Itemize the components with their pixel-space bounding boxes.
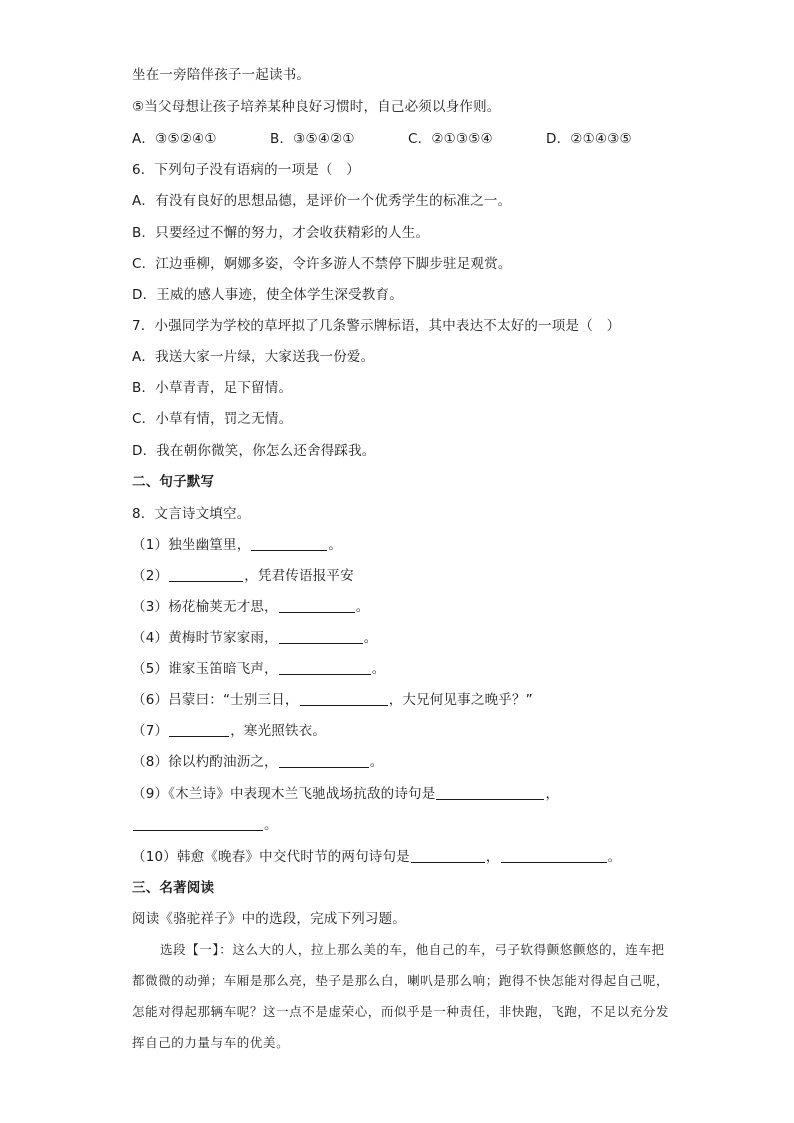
- item-text: （8）徐以杓酌油沥之，: [132, 754, 278, 770]
- item-text: ，: [545, 786, 560, 802]
- q6-option-b: B．只要经过不懈的努力，才会收获精彩的人生。: [132, 225, 430, 241]
- item-text: 。: [264, 817, 278, 833]
- fill-item-3: [132, 598, 370, 616]
- q7-option-b: B．小草青青，足下留情。: [132, 380, 293, 396]
- item-text: （7）: [132, 723, 169, 739]
- answer-blank[interactable]: [279, 754, 369, 768]
- q5-option-b: B．③⑤④②①: [270, 131, 355, 147]
- answer-blank[interactable]: [169, 723, 229, 737]
- excerpt-passage: 选段【一】：这么大的人，拉上那么美的车，他自己的车，弓子软得颤悠颤悠的，连车把都微微的动弹；车厢是那么亮，垫子是那么白，喇叭是那么响；跑得不快怎能对得起自己呢，怎能对得起那辆车呢？这一点不是虚荣心，而似乎是一种责任，非快跑，飞跑，不足以充分发挥自己的力量与车的优美。: [132, 942, 670, 1050]
- answer-blank[interactable]: [169, 568, 243, 582]
- item-text: （2）: [132, 568, 169, 584]
- q5-option-c: C．②①③⑤④: [408, 131, 493, 147]
- text-line: 坐在一旁陪伴孩子一起读书。: [132, 67, 311, 83]
- q6-stem: 6．下列句子没有语病的一项是（ ）: [132, 162, 360, 178]
- fill-item-4: [132, 629, 378, 647]
- fill-item-1: [132, 536, 342, 554]
- fill-item-8: [132, 753, 384, 771]
- item-text: 。: [355, 599, 370, 615]
- fill-item-5: [132, 660, 386, 678]
- fill-item-7: [132, 722, 326, 740]
- answer-blank[interactable]: [279, 630, 363, 644]
- item-text: （4）黄梅时节家家雨，: [132, 630, 278, 646]
- item-text: 。: [371, 661, 386, 677]
- answer-blank[interactable]: [300, 692, 388, 706]
- item-text: （1）独坐幽篁里，: [132, 537, 251, 553]
- item-text: ，凭君传语报平安: [244, 568, 354, 584]
- q6-option-a: A．有没有良好的思想品德，是评价一个优秀学生的标准之一。: [132, 193, 512, 209]
- answer-blank[interactable]: [251, 537, 327, 551]
- fill-item-6: [132, 691, 533, 709]
- item-text: ，寒光照铁衣。: [230, 723, 327, 739]
- item-text: ，大兄何见事之晚乎？”: [388, 692, 533, 708]
- item-text: 。: [363, 630, 378, 646]
- q5-option-d: D．②①④③⑤: [546, 131, 632, 147]
- q7-stem: 7．小强同学为学校的草坪拟了几条警示牌标语，其中表达不太好的一项是（ ）: [132, 318, 621, 334]
- section-heading: 二、句子默写: [132, 474, 215, 490]
- q5-option-a: A．③⑤②④①: [132, 131, 217, 147]
- answer-blank[interactable]: [133, 817, 263, 831]
- q5-options: [132, 130, 684, 148]
- item-text: 。: [607, 849, 622, 865]
- item-text: （3）杨花榆荚无才思，: [132, 599, 278, 615]
- reading-instruction: 阅读《骆驼祥子》中的选段，完成下列习题。: [132, 911, 406, 927]
- answer-blank[interactable]: [279, 599, 355, 613]
- fill-item-9-cont: [132, 816, 278, 834]
- q6-option-c: C．江边垂柳，婀娜多姿，令许多游人不禁停下脚步驻足观赏。: [132, 256, 512, 272]
- item-text: 。: [369, 754, 384, 770]
- q7-option-c: C．小草有情，罚之无情。: [132, 411, 293, 427]
- item-text: （9）《木兰诗》中表现木兰飞驰战场抗敌的诗句是: [132, 786, 436, 802]
- item-text: 。: [328, 537, 343, 553]
- fill-item-2: [132, 567, 354, 585]
- answer-blank[interactable]: [279, 661, 371, 675]
- section-heading: 三、名著阅读: [132, 880, 215, 896]
- q7-option-d: D．我在朝你微笑，你怎么还舍得踩我。: [132, 443, 376, 459]
- answer-blank[interactable]: [501, 849, 607, 863]
- fill-item-9: [132, 785, 559, 803]
- q6-option-d: D．王威的感人事迹，使全体学生深受教育。: [132, 287, 403, 303]
- text-line: ⑤当父母想让孩子培养某种良好习惯时，自己必须以身作则。: [132, 99, 501, 115]
- item-text: （6）吕蒙曰：“士别三日，: [132, 692, 299, 708]
- q7-option-a: A．我送大家一片绿，大家送我一份爱。: [132, 349, 375, 365]
- q8-stem: 8．文言诗文填空。: [132, 506, 251, 522]
- answer-blank[interactable]: [436, 786, 544, 800]
- item-text: （5）谁家玉笛暗飞声，: [132, 661, 278, 677]
- answer-blank[interactable]: [411, 849, 485, 863]
- fill-item-10: [132, 848, 621, 866]
- item-text: （10）韩愈《晚春》中交代时节的两句诗句是: [132, 849, 410, 865]
- item-text: ，: [485, 849, 500, 865]
